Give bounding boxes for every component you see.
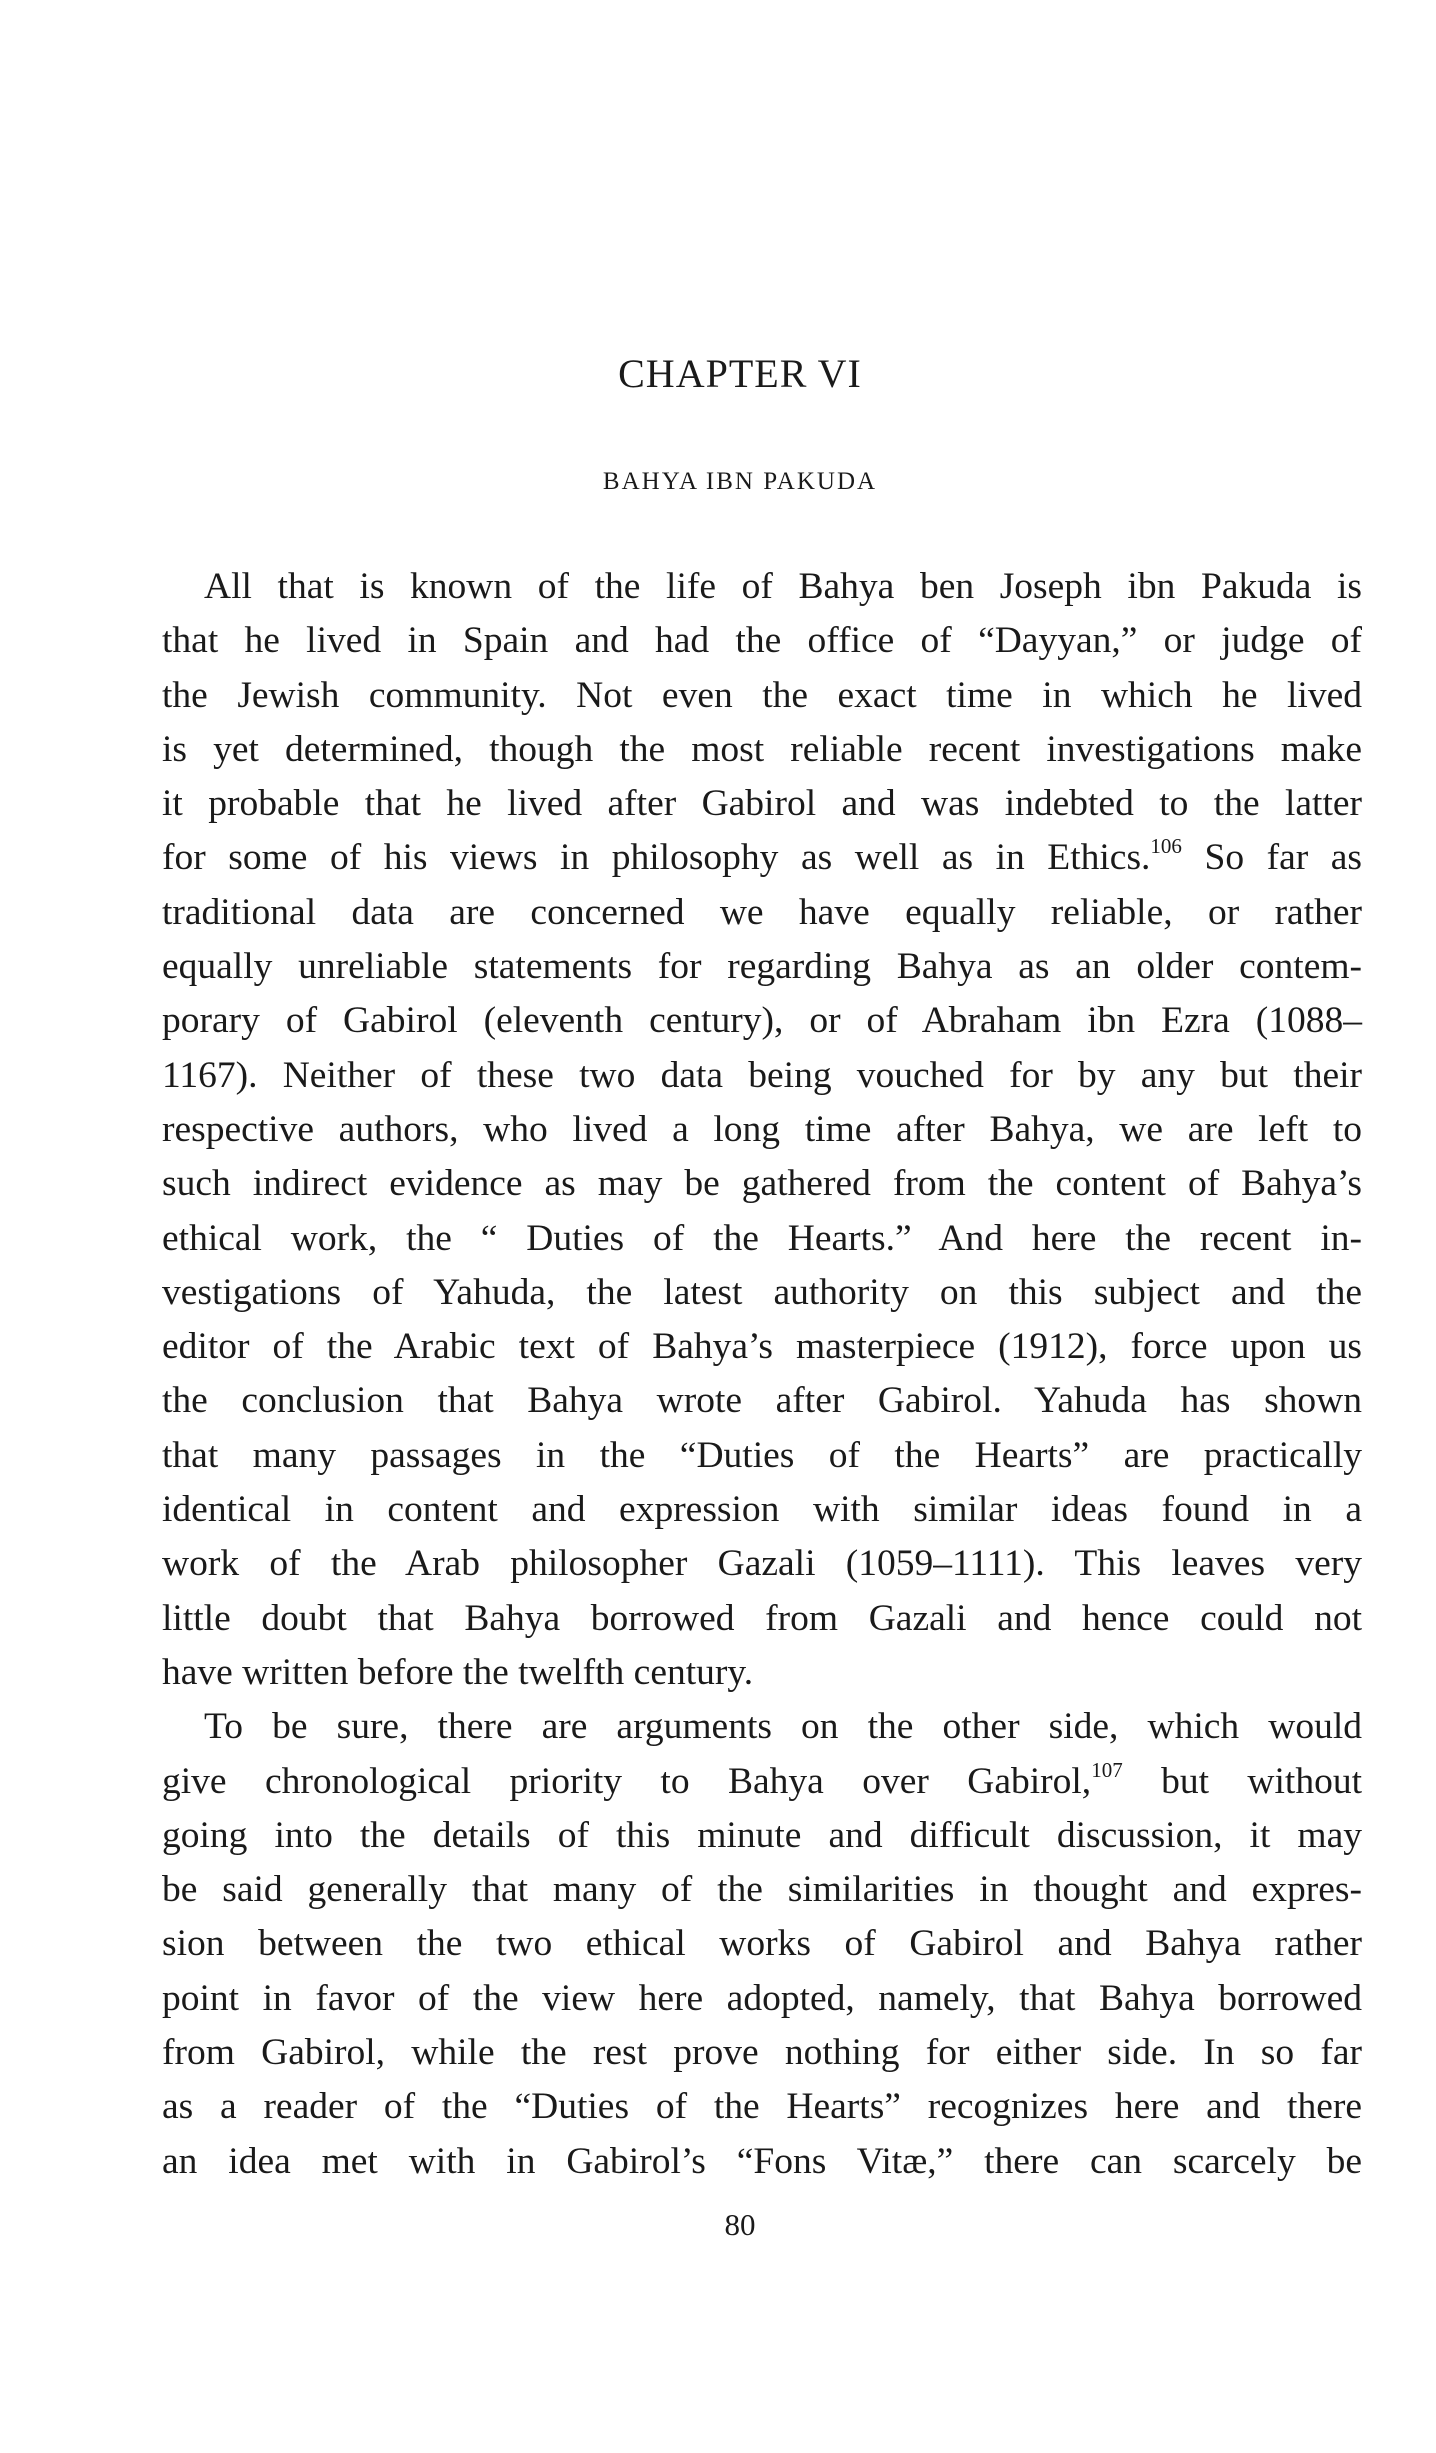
chapter-subtitle: BAHYA IBN PAKUDA	[602, 468, 878, 495]
text-line: 1167). Neither of these two data being vouched for by any but their	[162, 1054, 1362, 1096]
text-line	[162, 831, 1362, 885]
text-line: porary of Gabirol (eleventh century), or of Abraham ibn Ezra (1088–	[162, 1000, 1362, 1042]
paragraph-2	[162, 1700, 1362, 2189]
text-line-tail: but without	[1161, 1760, 1363, 1802]
text-line: such indirect evidence as may be gathered from the content of Bahya’s	[162, 1163, 1362, 1205]
chapter-title: CHAPTER VI	[618, 351, 862, 396]
footnote-ref: 107	[1091, 1757, 1123, 1782]
footnote-ref: 106	[1150, 834, 1182, 859]
text-line: equally unreliable statements for regarding Bahya as an older contem-	[162, 946, 1362, 988]
text-line: work of the Arab philosopher Gazali (1059–1111). This leaves very	[162, 1543, 1362, 1585]
text-line: from Gabirol, while the rest prove nothing for either side. In so far	[162, 2032, 1362, 2074]
text-line: point in favor of the view here adopted, namely, that Bahya borrowed	[162, 1977, 1362, 2019]
text-line: identical in content and expression with similar ideas found in a	[162, 1489, 1362, 1531]
text-line: an idea met with in Gabirol’s “Fons Vitæ,” there can scarcely be	[162, 2140, 1362, 2182]
paragraph-1	[162, 560, 1362, 1700]
text-line: that he lived in Spain and had the office of “Dayyan,” or judge of	[162, 620, 1362, 662]
text-line: as a reader of the “Duties of the Hearts” recognizes here and there	[162, 2086, 1362, 2128]
text-line: be said generally that many of the similarities in thought and expres-	[162, 1869, 1362, 1911]
text-line: sion between the two ethical works of Gabirol and Bahya rather	[162, 1923, 1362, 1965]
text-line: the conclusion that Bahya wrote after Gabirol. Yahuda has shown	[162, 1380, 1362, 1422]
text-line: going into the details of this minute and difficult discussion, it may	[162, 1814, 1362, 1856]
body-text	[162, 560, 1362, 2189]
text-line: editor of the Arabic text of Bahya’s masterpiece (1912), force upon us	[162, 1326, 1362, 1368]
text-line: ethical work, the “ Duties of the Hearts.” And here the recent in-	[162, 1217, 1362, 1259]
text-line: that many passages in the “Duties of the Hearts” are practically	[162, 1434, 1362, 1476]
text-line: little doubt that Bahya borrowed from Gazali and hence could not	[162, 1597, 1362, 1639]
page-number: 80	[724, 2207, 756, 2242]
text-line	[162, 1755, 1362, 1809]
text-line-tail: So far as	[1204, 837, 1363, 879]
text-line: All that is known of the life of Bahya ben Joseph ibn Pakuda is	[204, 566, 1362, 607]
text-line: To be sure, there are arguments on the other side, which would	[204, 1706, 1362, 1748]
text-line: respective authors, who lived a long time after Bahya, we are left to	[162, 1108, 1362, 1150]
text-line: is yet determined, though the most reliable recent investigations make	[162, 728, 1362, 770]
text-line: have written before the twelfth century.	[162, 1651, 754, 1693]
text-line: traditional data are concerned we have equally reliable, or rather	[162, 891, 1362, 933]
text-line-head: for some of his views in philosophy as well as in Ethics.	[162, 837, 1151, 879]
text-line: vestigations of Yahuda, the latest authority on this subject and the	[162, 1271, 1362, 1313]
text-line: the Jewish community. Not even the exact time in which he lived	[162, 674, 1362, 716]
text-line: it probable that he lived after Gabirol and was indebted to the latter	[162, 783, 1362, 825]
text-line-head: give chronological priority to Bahya over Gabirol,	[162, 1760, 1092, 1802]
